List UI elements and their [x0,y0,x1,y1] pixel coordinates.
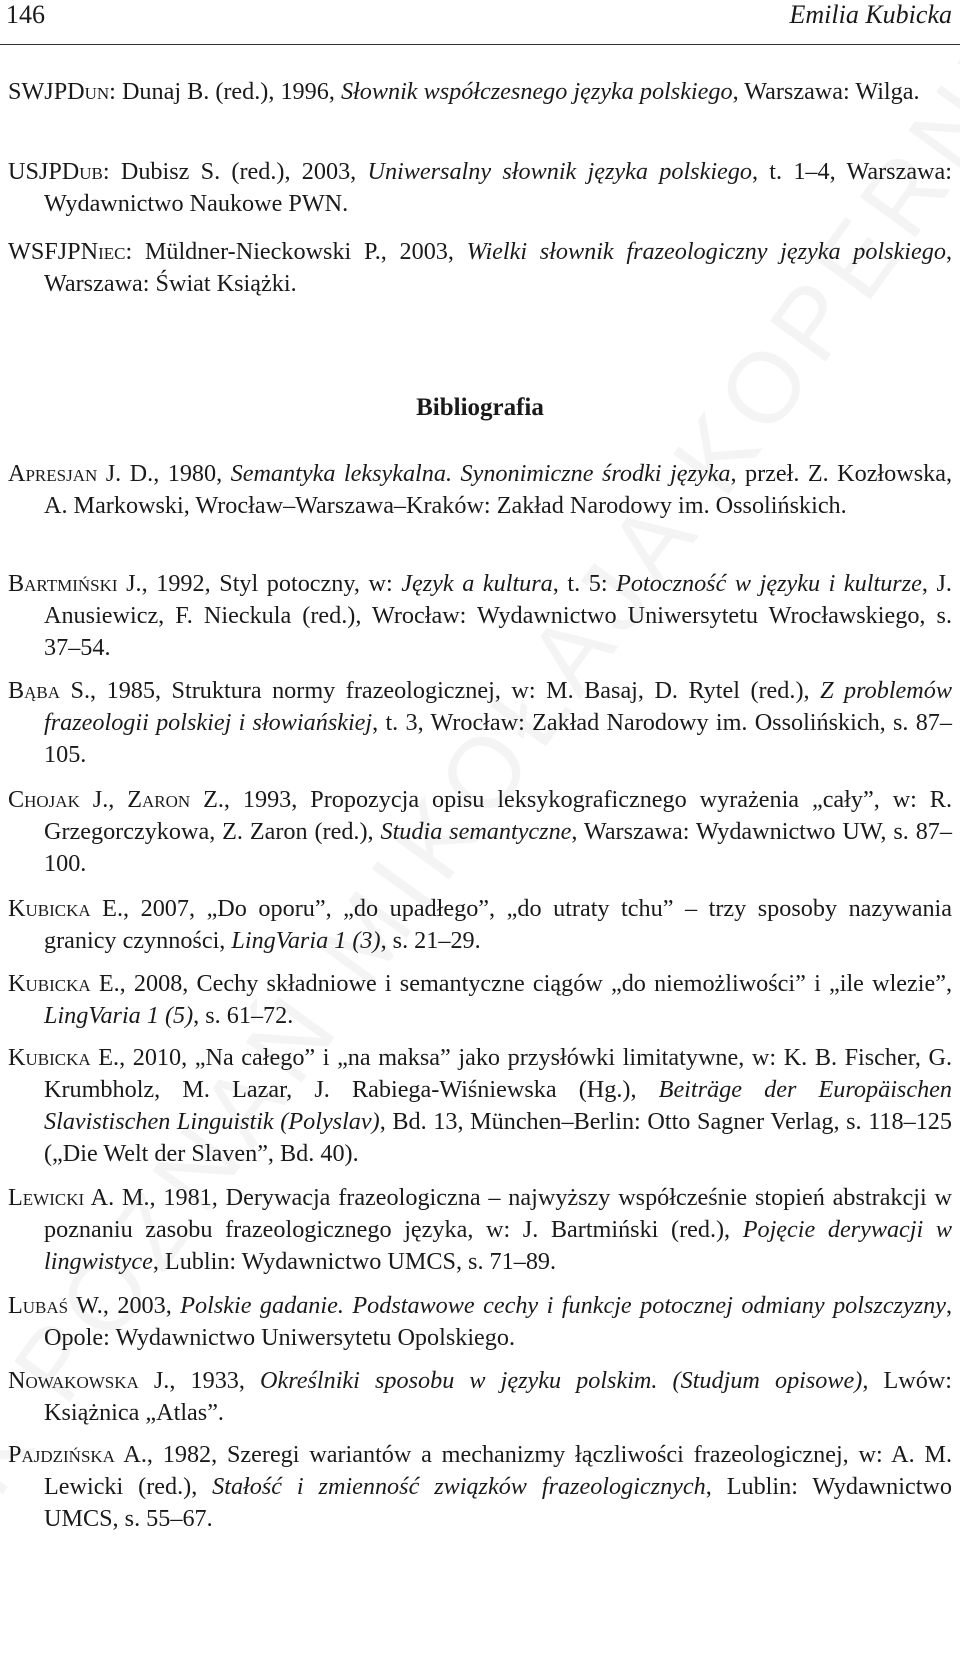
entry-title: Beiträge der Europäischen Slavistischen Linguistik (Polyslav) [44,1076,952,1135]
abbreviation-entry [8,156,952,220]
entry-title: Wielki słownik frazeologiczny języka polskiego [466,238,946,265]
bibliography-entry [8,458,952,522]
entry-text: , Lublin: Wydawnictwo UMCS, s. 71–89. [152,1248,557,1275]
entry-text: : Dubisz S. (red.), 2003, [102,158,368,185]
entry-text: , 1980, [153,460,231,487]
entry-text: , 1982, Szeregi wariantów a mechanizmy łączliwości frazeologicznej, w: A. M. Lewicki (red.), [44,1441,952,1500]
entry-text: , s. 21–29. [380,927,481,954]
entry-text: , Lublin: Wydawnictwo UMCS, s. 55–67. [44,1473,952,1532]
entry-author: Nowakowska J. [8,1367,170,1394]
entry-text: , t. 3, Wrocław: Zakład Narodowy im. Ossolińskich, s. 87–105. [44,709,952,768]
entry-text: , Warszawa: Wilga. [732,78,920,105]
entry-text: , J. Anusiewicz, F. Nieckula (red.), Wrocław: Wydawnictwo Uniwersytetu Wrocławskiego, s. 37–54. [44,570,952,661]
entry-text: , t. 1–4, Warszawa: Wydawnictwo Naukowe PWN. [44,158,952,217]
entry-author: Bąba S. [8,677,91,704]
entry-title: Uniwersalny słownik języka polskiego [367,158,752,185]
bibliography-entry [8,968,952,1032]
entry-author: Pajdzińska A. [8,1441,147,1468]
entry-author: Kubicka E. [8,970,120,997]
entry-text: , Warszawa: Wydawnictwo UW, s. 87–100. [44,818,952,877]
entry-text: : Dunaj B. (red.), 1996, [109,78,341,105]
bibliography-entry [8,1290,952,1354]
bibliography-entry [8,568,952,664]
abbreviation-sigla: WSFJPNiec [8,238,126,265]
entry-author: Lewicki A. M. [8,1184,150,1211]
entry-title: Język a kultura [401,570,553,597]
abbreviation-sigla: SWJPDun [8,78,110,105]
running-head [0,0,960,45]
entry-author: Chojak J., Zaron Z. [8,786,224,813]
entry-text: , 2007, „Do oporu”, „do upadłego”, „do utraty tchu” – trzy sposoby nazywania granicy czynności, [44,895,953,954]
entry-text: , Warszawa: Świat Książki. [44,238,952,297]
entry-title: Studia semantyczne [380,818,572,845]
entry-title: LingVaria 1 (3) [231,927,381,954]
entry-text: , 1985, Struktura normy frazeologicznej, w: M. Basaj, D. Rytel (red.), [90,677,821,704]
entry-text: , 1933, [169,1367,261,1394]
entry-author: Bartmiński J. [8,570,142,597]
entry-text: , Opole: Wydawnictwo Uniwersytetu Opolskiego. [44,1292,952,1351]
entry-title: Potoczność w języku i kulturze [616,570,922,597]
entry-text: , 2003, [102,1292,181,1319]
entry-author: Kubicka E. [8,1044,120,1071]
entry-title: Stałość i zmienność związków frazeologicznych [212,1473,706,1500]
bibliography-entry [8,1042,952,1170]
bibliography-entry [8,675,952,771]
entry-title: Polskie gadanie. Podstawowe cechy i funkcje potocznej odmiany polszczyzny [180,1292,946,1319]
bibliography-entry [8,1439,952,1535]
entry-text: , s. 61–72. [193,1002,294,1029]
entry-author: Kubicka E. [8,895,124,922]
entry-title: LingVaria 1 (5) [44,1002,194,1029]
bibliography-entry [8,893,952,957]
section-heading: Bibliografia [416,394,544,421]
entry-text: , 1981, Derywacja frazeologiczna – najwyższy współcześnie stopień abstrakcji w poznaniu zasobu frazeologicznego języka, w: J. Bartmiński (red.), [44,1184,952,1243]
abbreviation-entry [8,76,952,108]
entry-text: , 2008, Cechy składniowe i semantyczne ciągów „do niemożliwości” i „ile wlezie”, [119,970,952,997]
entry-text: : Müldner-Nieckowski P., 2003, [125,238,467,265]
entry-title: Określniki sposobu w języku polskim. (Studjum opisowe) [260,1367,863,1394]
entry-text: , 1993, Propozycja opisu leksykograficznego wyrażenia „cały”, w: R. Grzegorczykowa, Z. Zaron (red.), [44,786,952,845]
abbreviation-sigla: USJPDub [8,158,103,185]
entry-text: , t. 5: [552,570,617,597]
bibliography-entry [8,1365,952,1429]
entry-title: Semantyka leksykalna. Synonimiczne środki języka [230,460,731,487]
running-head-author: Emilia Kubicka [789,0,952,29]
entry-title: Pojęcie derywacji w lingwistyce [44,1216,952,1275]
page-number: 146 [6,0,45,29]
abbreviation-entry [8,236,952,300]
entry-text: , Bd. 13, München–Berlin: Otto Sagner Verlag, s. 118–125 („Die Welt der Slaven”, Bd. 40). [44,1108,952,1167]
bibliography-entry [8,1182,952,1278]
bibliography-entry [8,784,952,880]
entry-author: Apresjan J. D. [8,460,154,487]
entry-text: , 2010, „Na całego” i „na maksa” jako przysłówki limitatywne, w: K. B. Fischer, G. Krumbholz, M. Lazar, J. Rabiega-Wiśniewska (Hg.), [44,1044,952,1103]
entry-text: , 1992, Styl potoczny, w: [141,570,402,597]
entry-title: Z problemów frazeologii polskiej i słowiańskiej [44,677,952,736]
entry-text: , Lwów: Książnica „Atlas”. [44,1367,952,1426]
entry-author: Lubaś W. [8,1292,103,1319]
entry-text: , przeł. Z. Kozłowska, A. Markowski, Wrocław–Warszawa–Kraków: Zakład Narodowy im. Ossolińskich. [44,460,953,519]
entry-title: Słownik współczesnego języka polskiego [340,78,733,105]
